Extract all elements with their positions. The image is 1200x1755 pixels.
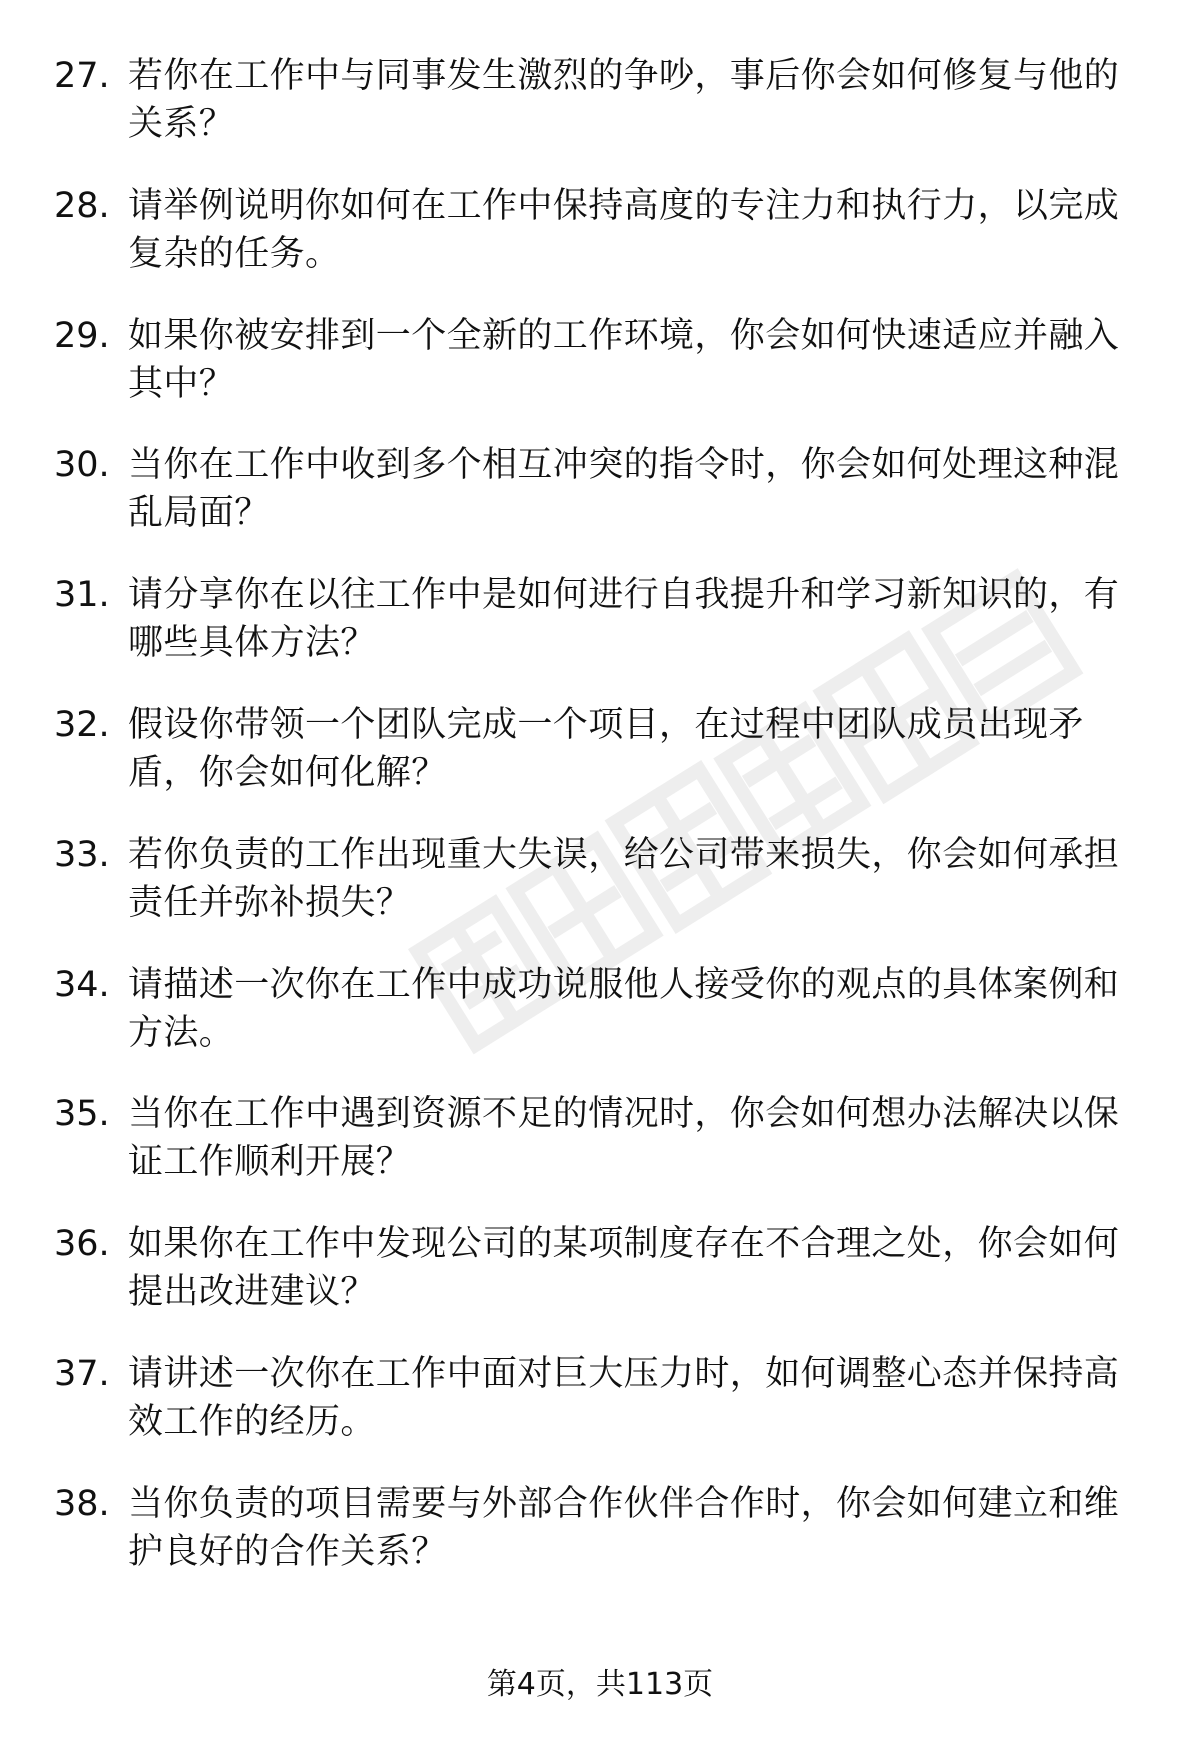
question-text: 当你在工作中遇到资源不足的情况时，你会如何想办法解决以保证工作顺利开展？ — [128, 1094, 1120, 1183]
question-number: 34. — [54, 964, 110, 1005]
question-item — [0, 52, 1200, 182]
question-number: 32. — [54, 704, 110, 745]
question-number: 27. — [54, 56, 110, 96]
question-item — [0, 1480, 1200, 1610]
question-list — [0, 52, 1200, 1610]
question-item — [0, 571, 1200, 701]
question-item — [0, 701, 1200, 831]
question-text: 请讲述一次你在工作中面对巨大压力时，如何调整心态并保持高效工作的经历。 — [128, 1353, 1120, 1442]
question-item — [0, 961, 1200, 1091]
question-number: 29. — [54, 315, 110, 356]
question-text: 如果你被安排到一个全新的工作环境，你会如何快速适应并融入其中？ — [128, 315, 1120, 404]
question-text: 当你在工作中收到多个相互冲突的指令时，你会如何处理这种混乱局面？ — [128, 445, 1120, 534]
question-text: 假设你带领一个团队完成一个项目，在过程中团队成员出现矛盾，你会如何化解？ — [128, 704, 1084, 793]
question-item — [0, 182, 1200, 312]
question-number: 30. — [54, 445, 110, 486]
question-item — [0, 831, 1200, 961]
question-number: 37. — [54, 1353, 110, 1394]
question-text: 请分享你在以往工作中是如何进行自我提升和学习新知识的，有哪些具体方法？ — [128, 575, 1120, 664]
question-item — [0, 1350, 1200, 1480]
question-text: 若你在工作中与同事发生激烈的争吵，事后你会如何修复与他的关系？ — [128, 56, 1120, 144]
question-number: 31. — [54, 575, 110, 616]
question-number: 28. — [54, 185, 110, 226]
question-item — [0, 441, 1200, 571]
question-item — [0, 1220, 1200, 1350]
question-number: 38. — [54, 1483, 110, 1524]
page-footer: 第4页，共113页 — [486, 1667, 714, 1702]
question-text: 当你负责的项目需要与外部合作伙伴合作时，你会如何建立和维护良好的合作关系？ — [128, 1483, 1120, 1572]
question-item — [0, 312, 1200, 442]
question-number: 33. — [54, 834, 110, 875]
question-item — [0, 1090, 1200, 1220]
question-text: 请描述一次你在工作中成功说服他人接受你的观点的具体案例和方法。 — [128, 964, 1120, 1053]
question-number: 36. — [54, 1224, 110, 1265]
question-text: 若你负责的工作出现重大失误，给公司带来损失，你会如何承担责任并弥补损失？ — [128, 834, 1120, 923]
question-text: 请举例说明你如何在工作中保持高度的专注力和执行力，以完成复杂的任务。 — [128, 185, 1120, 274]
question-text: 如果你在工作中发现公司的某项制度存在不合理之处，你会如何提出改进建议？ — [128, 1224, 1120, 1313]
question-number: 35. — [54, 1094, 110, 1135]
